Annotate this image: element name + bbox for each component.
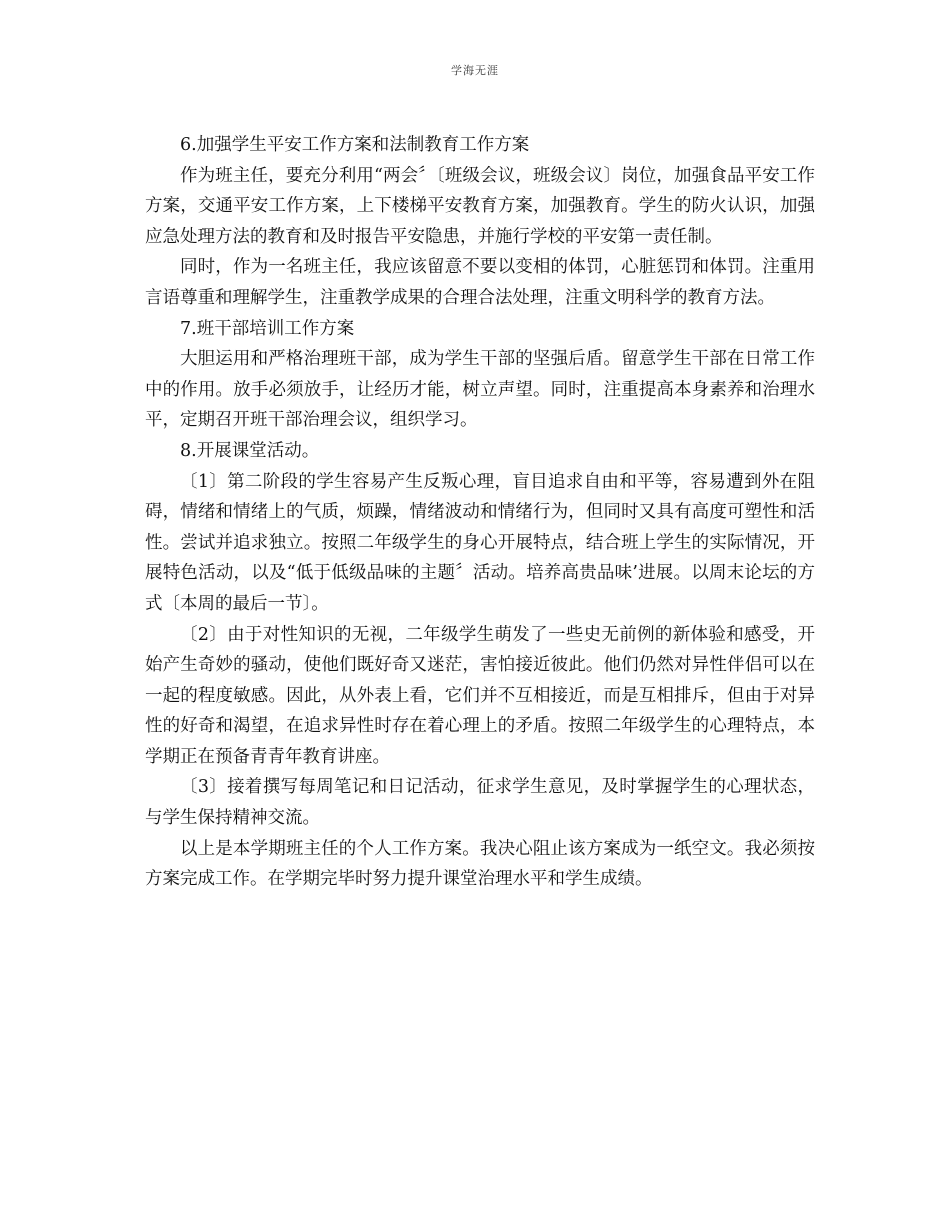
paragraph-item-3: 〔3〕接着撰写每周笔记和日记活动，征求学生意见，及时掌握学生的心理状态，与学生保持精神交流。 xyxy=(145,777,815,829)
page-header: 学海无涯 xyxy=(451,64,499,77)
section-heading-7: 7.班干部培训工作方案 xyxy=(180,318,355,339)
paragraph-safety-duties: 作为班主任，要充分利用“两会〞〔班级会议，班级会议〕岗位，加强食品平安工作方案，交通平安工作方案，上下楼梯平安教育方案，加强教育。学生的防火认识，加强应急处理方法的教育和及时报告平安隐患，并施行学校的平安第一责任制。 xyxy=(145,165,815,247)
paragraph-conclusion: 以上是本学期班主任的个人工作方案。我决心阻止该方案成为一纸空文。我必须按方案完成工作。在学期完毕时努力提升课堂治理水平和学生成绩。 xyxy=(145,838,815,890)
section-heading-8: 8.开展课堂活动。 xyxy=(180,440,320,461)
paragraph-class-cadre: 大胆运用和严格治理班干部，成为学生干部的坚强后盾。留意学生干部在日常工作中的作用。放手必须放手，让经历才能，树立声望。同时，注重提高本身素养和治理水平，定期召开班干部治理会议，组织学习。 xyxy=(145,349,815,431)
paragraph-teacher-conduct: 同时，作为一名班主任，我应该留意不要以变相的体罚，心脏惩罚和体罚。注重用言语尊重和理解学生，注重教学成果的合理合法处理，注重文明科学的教育方法。 xyxy=(145,257,815,308)
section-heading-6: 6.加强学生平安工作方案和法制教育工作方案 xyxy=(180,135,530,155)
document-body xyxy=(145,130,815,895)
paragraph-item-1: 〔1〕第二阶段的学生容易产生反叛心理，盲目追求自由和平等，容易遭到外在阻碍，情绪和情绪上的气质，烦躁，情绪波动和情绪行为，但同时又具有高度可塑性和活性。尝试并追求独立。按照二年级学生的身心开展特点，结合班上学生的实际情况，开展特色活动，以及“低于低级品味的主题〞活动。培养高贵品味’进展。以周末论坛的方式〔本周的最后一节〕。 xyxy=(145,471,815,614)
paragraph-item-2: 〔2〕由于对性知识的无视，二年级学生萌发了一些史无前例的新体验和感受，开始产生奇妙的骚动，使他们既好奇又迷茫，害怕接近彼此。他们仍然对异性伴侣可以在一起的程度敏感。因此，从外表上看，它们并不互相接近，而是互相排斥，但由于对异性的好奇和渴望，在追求异性时存在着心理上的矛盾。按照二年级学生的心理特点，本学期正在预备青青年教育讲座。 xyxy=(145,624,815,767)
